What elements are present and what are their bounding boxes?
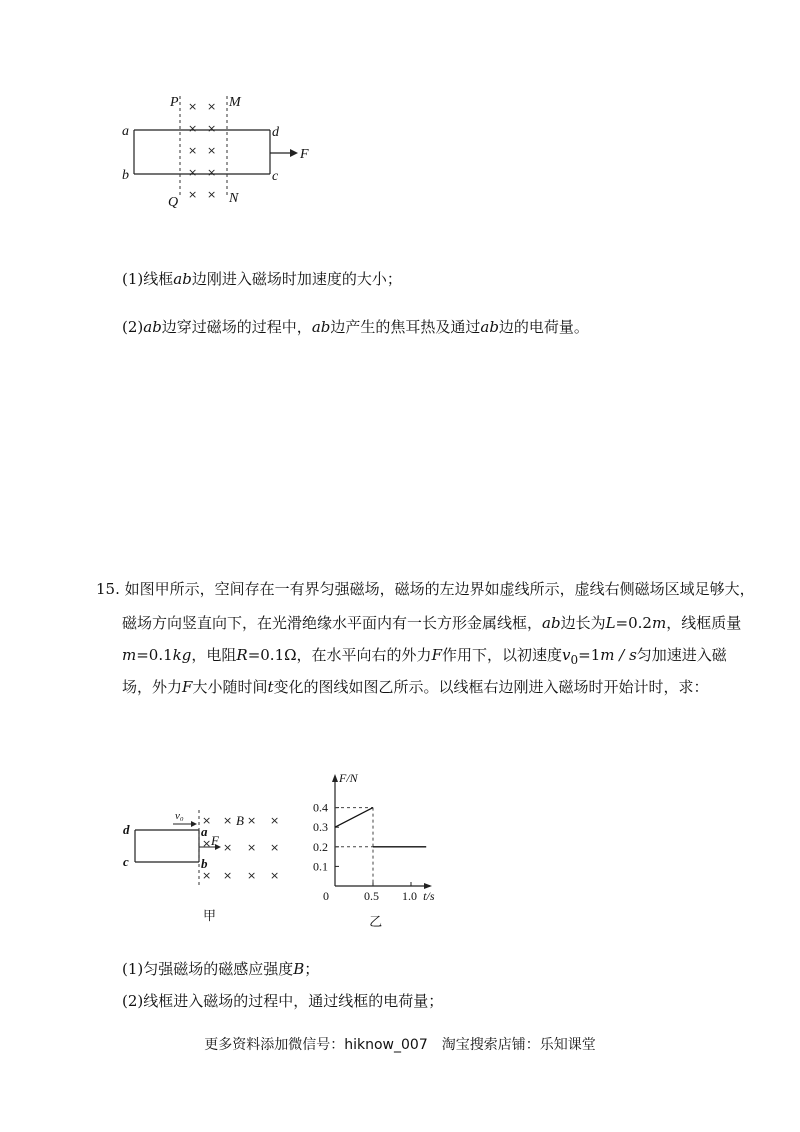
q14-part-1-text: 线框	[143, 270, 174, 288]
series-line-rising	[335, 808, 373, 828]
q15-number: 15.	[96, 580, 120, 598]
q14-part-1	[122, 268, 402, 289]
label-f: F	[211, 833, 219, 848]
unit-kg: kg	[172, 646, 192, 664]
q15-line-1	[96, 578, 755, 599]
field-cross: ×	[188, 166, 198, 179]
q15-text: 大小随时间	[192, 678, 268, 696]
field-cross: ×	[223, 814, 233, 827]
velocity-arrow-head	[191, 821, 197, 827]
q15-text: 作用下，以初速度	[441, 646, 562, 664]
q15-part-1-text-end: ；	[304, 960, 320, 978]
q15-line-4	[122, 676, 709, 697]
y-tick-label: 0.3	[313, 820, 328, 835]
q15-value: =0.2	[615, 614, 652, 632]
q14-part-2	[122, 316, 589, 337]
field-cross: ×	[207, 166, 217, 179]
q15-value: =0.1	[136, 646, 173, 664]
q15-text: 场，外力	[122, 678, 183, 696]
var-ab: ab	[311, 318, 331, 336]
q14-part-2-text-end: 边的电荷量。	[498, 318, 589, 336]
q15-text: 变化的图线如图乙所示。以线框右边刚进入磁场时开始计时，求：	[273, 678, 709, 696]
q15-part-2-text: 线框进入磁场的过程中，通过线框的电荷量；	[143, 992, 444, 1010]
figure-2-jia-diagram	[115, 800, 295, 930]
q15-text: 匀加速进入磁	[636, 646, 727, 664]
q15-value: =1	[578, 646, 601, 664]
x-tick-label: 1.0	[402, 889, 417, 903]
label-b: b	[122, 168, 129, 183]
field-cross: ×	[188, 100, 198, 113]
var-f: F	[182, 678, 193, 696]
field-cross: ×	[207, 188, 217, 201]
label-a: a	[201, 824, 208, 839]
field-cross: ×	[207, 100, 217, 113]
label-b-field: B	[236, 813, 244, 828]
field-cross: ×	[188, 122, 198, 135]
q15-text: 如图甲所示，空间存在一有界匀强磁场，磁场的左边界如虚线所示，虚线右侧磁场区域足够大，	[124, 580, 755, 598]
q15-part-1	[122, 958, 319, 979]
label-f: F	[300, 147, 309, 162]
field-cross: ×	[270, 869, 280, 882]
var-v-subscript: 0	[570, 653, 579, 667]
q15-text: 磁场方向竖直向下，在光滑绝缘水平面内有一长方形金属线框，	[122, 614, 543, 632]
label-m: M	[229, 95, 241, 110]
page-footer: 更多资料添加微信号：hiknow_007 淘宝搜索店铺：乐知课堂	[204, 1037, 596, 1053]
var-f: F	[431, 646, 442, 664]
field-cross: ×	[223, 841, 233, 854]
q14-part-2-text-mid: 边产生的焦耳热及通过	[330, 318, 481, 336]
var-ab: ab	[542, 614, 561, 632]
field-cross: ×	[188, 188, 198, 201]
field-cross: ×	[270, 814, 280, 827]
q15-text: ，线框质量	[666, 614, 742, 632]
var-ab: ab	[143, 318, 162, 336]
y-axis-arrow	[332, 774, 338, 782]
unit-m: m	[651, 614, 667, 632]
field-cross: ×	[202, 837, 212, 850]
q15-part-1-number: (1)	[122, 960, 144, 978]
figure-1-frame-diagram	[110, 88, 330, 218]
field-cross: ×	[247, 869, 257, 882]
label-n: N	[229, 191, 239, 206]
q15-part-1-text: 匀强磁场的磁感应强度	[143, 960, 294, 978]
force-arrow-head	[290, 149, 298, 157]
origin-label: 0	[323, 889, 329, 903]
y-tick-label: 0.2	[313, 839, 328, 854]
label-p: P	[170, 95, 179, 110]
label-c: c	[123, 854, 129, 869]
q15-text: =0.1Ω，在水平向右的外力	[247, 646, 432, 664]
y-tick-label: 0.1	[313, 859, 328, 874]
q15-part-2-number: (2)	[122, 992, 144, 1010]
unit-mps: m / s	[600, 646, 637, 664]
var-r: R	[236, 646, 248, 664]
field-cross: ×	[270, 841, 280, 854]
label-b: b	[201, 856, 208, 871]
q14-part-2-text: 边穿过磁场的过程中，	[161, 318, 312, 336]
field-cross: ×	[207, 144, 217, 157]
q15-text: ，电阻	[191, 646, 237, 664]
figure-caption-jia: 甲	[203, 909, 217, 924]
label-v0: v₀	[175, 810, 184, 822]
var-l: L	[605, 614, 616, 632]
var-m: m	[122, 646, 137, 664]
var-ab: ab	[173, 270, 192, 288]
q15-line-2	[122, 612, 741, 633]
var-v: v	[562, 646, 571, 664]
figure-caption-yi: 乙	[369, 915, 383, 930]
q14-part-1-number: (1)	[122, 270, 144, 288]
x-axis-label: t/s	[423, 889, 435, 903]
field-cross: ×	[207, 122, 217, 135]
field-cross: ×	[202, 814, 212, 827]
field-cross: ×	[223, 869, 233, 882]
field-cross: ×	[247, 841, 257, 854]
field-cross: ×	[188, 144, 198, 157]
field-cross: ×	[247, 814, 257, 827]
var-b: B	[293, 960, 305, 978]
y-axis-label: F/N	[339, 771, 358, 785]
var-ab: ab	[480, 318, 499, 336]
field-cross: ×	[202, 869, 212, 882]
q15-part-2	[122, 990, 443, 1011]
y-tick-label: 0.4	[313, 800, 328, 815]
q14-part-2-number: (2)	[122, 318, 144, 336]
x-tick-label: 0.5	[364, 889, 379, 903]
var-t: t	[267, 678, 274, 696]
q15-text: 边长为	[560, 614, 606, 632]
q15-line-3	[122, 644, 727, 667]
label-c: c	[272, 169, 279, 184]
q14-part-1-text-end: 边刚进入磁场时加速度的大小；	[191, 270, 402, 288]
label-q: Q	[168, 195, 179, 210]
label-a: a	[122, 124, 129, 139]
label-d: d	[272, 125, 279, 140]
figure-2-yi-chart	[305, 770, 455, 930]
label-d: d	[123, 822, 130, 837]
